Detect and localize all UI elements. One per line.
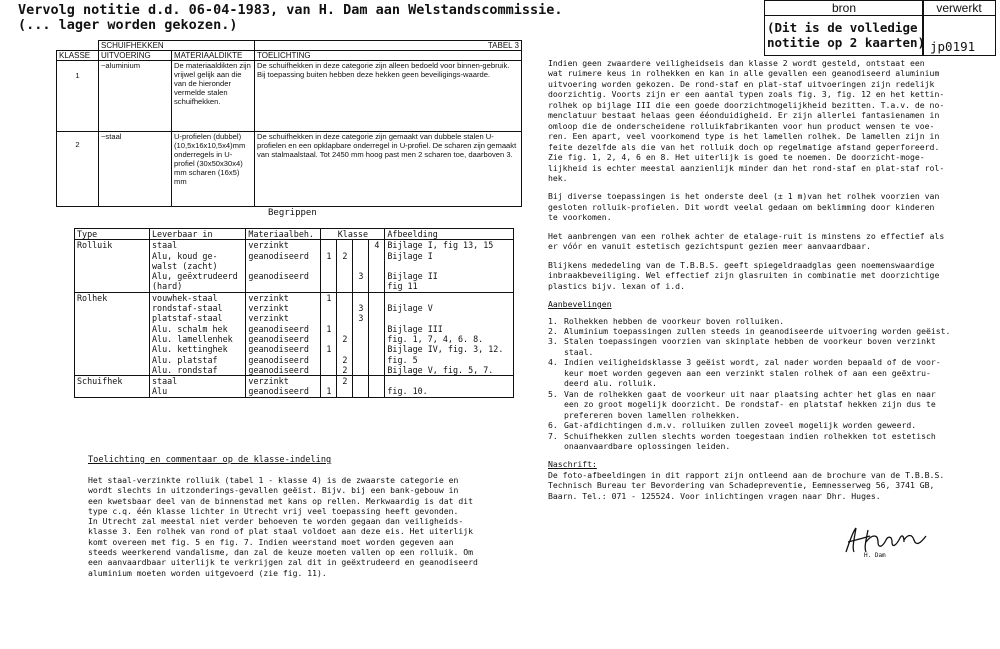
begrippen-leverbaar: Alu. rondstaf [150, 365, 246, 376]
table3-toelichting: De schuifhekken in deze categorie zijn alleen bedoeld voor binnen-gebruik. Bij toepassing buiten hebben deze hekken geen beveiligings-waarde. [255, 61, 522, 132]
begrippen-leverbaar: vouwhek-staal [150, 292, 246, 303]
begrippen-klasse [337, 344, 353, 354]
table3-header-materiaaldikte: MATERIAALDIKTE [172, 51, 255, 61]
list-item-text: Rolhekken hebben de voorkeur boven rolluiken. [564, 315, 785, 326]
begrippen-afbeelding: fig. 5 [385, 355, 514, 365]
list-item [548, 431, 968, 452]
begrippen-leverbaar: staal [150, 376, 246, 387]
table3-caption: SCHUIFHEKKEN [99, 41, 255, 51]
begrippen-afbeelding: Bijlage IV, fig. 3, 12. [385, 344, 514, 354]
table-row [75, 292, 514, 303]
list-item-number: 2. [548, 325, 558, 336]
begrippen-klasse [353, 261, 369, 271]
table-3-schuifhekken [56, 40, 522, 207]
archive-stamp [764, 0, 996, 56]
table3-uitvoering: ~aluminium [99, 61, 172, 132]
table-row [57, 61, 522, 132]
begrippen-leverbaar: (hard) [150, 281, 246, 292]
begrippen-klasse: 1 [321, 344, 337, 354]
table3-klasse: 2 [57, 132, 99, 207]
list-item [548, 326, 968, 336]
paragraph-spiegeldraadglas: Blijkens mededeling van de T.B.B.S. geeft spiegeldraadglas geen noemenswaardige inbraakbeveiliging. Wel effectief zijn glasruiten in combinatie met doorzichtige plastics bijv. lexan of i.d. [548, 259, 940, 291]
begrippen-klasse [337, 271, 353, 281]
begrippen-leverbaar: Alu, koud ge- [150, 251, 246, 261]
list-item [548, 389, 968, 420]
begrippen-klasse [369, 334, 385, 344]
begrippen-leverbaar: Alu. kettinghek [150, 344, 246, 354]
begrippen-klasse [321, 240, 337, 251]
begrippen-klasse [321, 313, 337, 323]
begrippen-leverbaar: staal [150, 240, 246, 251]
begrippen-klasse: 1 [321, 386, 337, 397]
list-item-text: Stalen toepassingen voorzien van skinplate hebben de voorkeur boven verzinkt staal. [564, 336, 936, 357]
signature-name: H. Dam [864, 552, 886, 558]
table3-label: TABEL 3 [255, 41, 522, 51]
right-column [548, 58, 968, 509]
begrippen-klasse [353, 281, 369, 292]
begrippen-leverbaar: Alu. platstaf [150, 355, 246, 365]
begrippen-materiaal: geanodiseerd [246, 344, 321, 354]
begrippen-klasse [321, 334, 337, 344]
begrippen-leverbaar: Alu, geëxtrudeerd [150, 271, 246, 281]
begrippen-afbeelding [385, 261, 514, 271]
signature [842, 522, 932, 558]
begrippen-header-materiaal: Materiaalbeh. [246, 229, 321, 240]
begrippen-afbeelding [385, 292, 514, 303]
begrippen-afbeelding: fig. 1, 7, 4, 6. 8. [385, 334, 514, 344]
begrippen-klasse [321, 271, 337, 281]
table3-header-toelichting: TOELICHTING [255, 51, 522, 61]
begrippen-klasse [369, 376, 385, 387]
begrippen-klasse [369, 344, 385, 354]
begrippen-klasse [321, 365, 337, 376]
begrippen-leverbaar: platstaf-staal [150, 313, 246, 323]
begrippen-klasse [369, 281, 385, 292]
begrippen-afbeelding [385, 313, 514, 323]
paragraph-etalage-ruit: Het aanbrengen van een rolhek achter de etalage-ruit is minstens zo effectief als er vóór en vanuit estetisch gezichtspunt gezien meer aanvaardbaar. [548, 230, 945, 252]
list-item-text: Gat-afdichtingen d.m.v. rolluiken zullen zoveel mogelijk worden geweerd. [564, 420, 917, 431]
list-item [548, 357, 968, 388]
begrippen-materiaal: verzinkt [246, 292, 321, 303]
begrippen-title: Begrippen [268, 208, 317, 218]
begrippen-leverbaar: Alu. schalm hek [150, 324, 246, 334]
table-row [57, 132, 522, 207]
begrippen-klasse [369, 386, 385, 397]
list-item [548, 420, 968, 430]
begrippen-materiaal: geanodiseerd [246, 271, 321, 281]
begrippen-klasse [353, 334, 369, 344]
begrippen-leverbaar: Alu [150, 386, 246, 397]
table3-materiaal: U-profielen (dubbel) (10,5x16x10,5x4)mm onderregels in U-profiel (30x50x30x4) mm scharen (16x5) mm [172, 132, 255, 207]
begrippen-klasse [369, 271, 385, 281]
begrippen-klasse [353, 355, 369, 365]
stamp-note-line-1: (Dit is de volledige [767, 20, 918, 35]
begrippen-klasse [369, 292, 385, 303]
begrippen-type: Rolluik [75, 240, 150, 292]
begrippen-klasse [369, 365, 385, 376]
paragraph-keus-rolhekken: Indien geen zwaardere veiligheidseis dan klasse 2 wordt gesteld, ontstaat een wat ruimere keus in rolhekken en kan in alle gevallen een geanodiseerd aluminium uitvoering worden gekozen. De rond-staf en plat-staf uitvoeringen zijn redelijk doorzichtig. Voorts zijn er een aantal typen zoals fig. 3, fig. 12 en het kettin- rolhek op bijlage III die een goede doorzichtmogelijkheid bezitten. T.a.v. de no- menclatuur bestaat helaas geen ééonduidigheid. Er zijn allerlei fantasienamen in omloop die de onderscheidene rolluikfabrikanten voor hun product wensen te voe- ren. Een apart, veel voorkomend type is het lamellen rolhek. De lamellen zijn in feite dezelfde als die van het rolluik doch op regelmatige afstand geperforeerd. Zie fig. 1, 2, 4, 6 en 8. Het uiterlijk is goed te noemen. De doorzicht-moge- lijkheid is echter meestal aanzienlijk minder dan het rond-staf en plat-staf rol- hek. [548, 58, 945, 183]
begrippen-materiaal: geanodiseerd [246, 324, 321, 334]
begrippen-afbeelding [385, 376, 514, 387]
begrippen-materiaal: verzinkt [246, 376, 321, 387]
begrippen-klasse [321, 376, 337, 387]
begrippen-afbeelding: Bijlage I, fig 13, 15 [385, 240, 514, 251]
begrippen-klasse [353, 324, 369, 334]
commentary-title: Toelichting en commentaar op de klasse-indeling [88, 455, 332, 465]
table-row [75, 376, 514, 387]
stamp-note-line-2: notitie op 2 kaarten) [767, 35, 926, 50]
begrippen-klasse [337, 303, 353, 313]
commentary-body: Het staal-verzinkte rolluik (tabel 1 - klasse 4) is de zwaarste categorie en wordt slechts in uitzonderings-gevallen geëist. Bijv. bij een bank-gebouw in een kwetsbaar deel van de binnenstad met kans op rellen. Merkwaardig is dat dit type c.q. één klasse lichter in Utrecht vrij veel toepassing heeft gevonden. In Utrecht zal meestal niet verder behoeven te worden gegaan dan veiligheids- klasse 3. Een rolhek van rond of plat staal voldoet aan deze eis. Het uiterlijk komt overeen met fig. 5 en fig. 7. Indien weerstand moet worden gegeven aan steeds weerkerend vandalisme, dan zal de keuze moeten vallen op een rolluik. Om een aanvaardbaar uiterlijk te verkrijgen zal dit in geëxtrudeerd en geanodiseerd aluminium moeten worden uitgevoerd (zie fig. 11). [88, 475, 478, 578]
begrippen-klasse [353, 386, 369, 397]
list-item-number: 1. [548, 315, 558, 326]
title-line-2: (... lager worden gekozen.) [18, 17, 238, 33]
begrippen-klasse: 2 [337, 365, 353, 376]
begrippen-klasse [353, 292, 369, 303]
begrippen-klasse [337, 324, 353, 334]
begrippen-materiaal: verzinkt [246, 240, 321, 251]
begrippen-header-afbeelding: Afbeelding [385, 229, 514, 240]
begrippen-klasse [321, 261, 337, 271]
begrippen-klasse: 2 [337, 334, 353, 344]
begrippen-klasse [369, 313, 385, 323]
begrippen-materiaal: geanodiseerd [246, 365, 321, 376]
list-item-text: Schuifhekken zullen slechts worden toegestaan indien rolhekken tot estetisch onaanvaardbare oplossingen leiden. [564, 430, 936, 451]
list-item-number: 4. [548, 357, 558, 368]
table3-header-klasse: KLASSE [57, 51, 99, 61]
list-item-text: Van de rolhekken gaat de voorkeur uit naar plaatsing achter het glas en naar een zo groot mogelijk doorzicht. De rondstaf- en platstaf hekken zijn dus te prefereren boven lamellen rolhekken. [564, 388, 936, 420]
stamp-code: jp0191 [930, 39, 976, 54]
title-line-1: Vervolg notitie d.d. 06-04-1983, van H. Dam aan Welstandscommissie. [18, 2, 563, 18]
begrippen-afbeelding: Bijlage II [385, 271, 514, 281]
begrippen-header-klasse: Klasse [321, 229, 385, 240]
begrippen-afbeelding: Bijlage III [385, 324, 514, 334]
list-item-number: 7. [548, 430, 558, 441]
begrippen-klasse [353, 376, 369, 387]
stamp-note [767, 20, 925, 50]
list-item-text: Indien veiligheidsklasse 3 geëist wordt, zal nader worden bepaald of de voor- keur moet worden gegeven aan een verzinkt stalen rolhek of aan een geëxtru- deerd alu. rolluik. [564, 357, 941, 389]
list-item-number: 5. [548, 388, 558, 399]
begrippen-klasse [337, 386, 353, 397]
table3-klasse: 1 [57, 61, 99, 132]
stamp-verwerkt: verwerkt [922, 0, 996, 16]
begrippen-klasse: 3 [353, 271, 369, 281]
begrippen-klasse [337, 313, 353, 323]
stamp-bron: bron [764, 0, 924, 16]
begrippen-klasse [337, 292, 353, 303]
begrippen-type: Rolhek [75, 292, 150, 375]
list-item [548, 316, 968, 326]
table3-toelichting: De schuifhekken in deze categorie zijn gemaakt van dubbele stalen U-profielen en een opklapbare onderregel in U-profiel. De scharen zijn gemaakt van stalmaalstaal. Tot 2450 mm hoog past men 2 scharen toe, daarboven 3. [255, 132, 522, 207]
begrippen-klasse [321, 281, 337, 292]
begrippen-header-leverbaar: Leverbaar in [150, 229, 246, 240]
table3-uitvoering: ~staal [99, 132, 172, 207]
list-item [548, 336, 968, 357]
begrippen-klasse [353, 240, 369, 251]
list-item-number: 6. [548, 420, 558, 431]
begrippen-klasse [353, 365, 369, 376]
begrippen-klasse [369, 355, 385, 365]
begrippen-afbeelding: Bijlage I [385, 251, 514, 261]
table3-materiaal: De materiaaldikten zijn vrijwel gelijk aan die van de hieronder vermelde stalen schuifhekken. [172, 61, 255, 132]
begrippen-materiaal: verzinkt [246, 313, 321, 323]
begrippen-klasse: 2 [337, 251, 353, 261]
begrippen-type: Schuifhek [75, 376, 150, 398]
begrippen-afbeelding: fig 11 [385, 281, 514, 292]
begrippen-materiaal: geanodiseerd [246, 251, 321, 261]
begrippen-klasse: 1 [321, 324, 337, 334]
begrippen-table [74, 228, 514, 398]
begrippen-klasse: 1 [321, 251, 337, 261]
begrippen-klasse: 3 [353, 303, 369, 313]
begrippen-klasse: 3 [353, 313, 369, 323]
begrippen-klasse [321, 303, 337, 313]
begrippen-leverbaar: rondstaf-staal [150, 303, 246, 313]
begrippen-klasse [353, 344, 369, 354]
begrippen-klasse: 2 [337, 355, 353, 365]
begrippen-klasse [337, 240, 353, 251]
begrippen-klasse [369, 261, 385, 271]
begrippen-klasse: 1 [321, 292, 337, 303]
table-row [75, 240, 514, 251]
list-item-text: Aluminium toepassingen zullen steeds in geanodiseerde uitvoering worden geëist. [564, 325, 951, 336]
begrippen-klasse [337, 261, 353, 271]
naschrift-body: De foto-afbeeldingen in dit rapport zijn ontleend aan de brochure van de T.B.B.S. Technisch Bureau ter Bevordering van Schadepreventie, Eemnesserweg 56, 3741 GB, Baarn. Tel.: 071 - 125524. Voor inlichtingen vragen naar Dhr. Huges. [548, 469, 945, 501]
begrippen-klasse [369, 324, 385, 334]
begrippen-materiaal [246, 281, 321, 292]
begrippen-afbeelding: fig. 10. [385, 386, 514, 397]
begrippen-materiaal: geanodiseerd [246, 355, 321, 365]
begrippen-afbeelding: Bijlage V [385, 303, 514, 313]
table3-header-uitvoering: UITVOERING [99, 51, 172, 61]
begrippen-materiaal: geanodiseerd [246, 386, 321, 397]
begrippen-leverbaar: Alu. lamellenhek [150, 334, 246, 344]
begrippen-afbeelding: Bijlage V, fig. 5, 7. [385, 365, 514, 376]
list-item-number: 3. [548, 336, 558, 347]
begrippen-klasse [369, 251, 385, 261]
begrippen-klasse [353, 251, 369, 261]
begrippen-klasse: 4 [369, 240, 385, 251]
begrippen-materiaal: geanodiseerd [246, 334, 321, 344]
begrippen-klasse [321, 355, 337, 365]
aanbevelingen-list [548, 316, 968, 452]
page-title [18, 2, 563, 33]
paragraph-onderste-deel: Bij diverse toepassingen is het onderste deel (± 1 m)van het rolhek voorzien van gesloten rolluik-profielen. Dit wordt veelal gedaan om beklimming door kinderen te voorkomen. [548, 191, 940, 223]
begrippen-klasse [369, 303, 385, 313]
begrippen-materiaal: verzinkt [246, 303, 321, 313]
table3-corner [57, 41, 99, 51]
begrippen-header-type: Type [75, 229, 150, 240]
aanbevelingen-title: Aanbevelingen [548, 299, 612, 310]
begrippen-leverbaar: walst (zacht) [150, 261, 246, 271]
begrippen-materiaal [246, 261, 321, 271]
begrippen-klasse: 2 [337, 376, 353, 387]
begrippen-klasse [337, 281, 353, 292]
naschrift-title: Naschrift: [548, 459, 597, 470]
